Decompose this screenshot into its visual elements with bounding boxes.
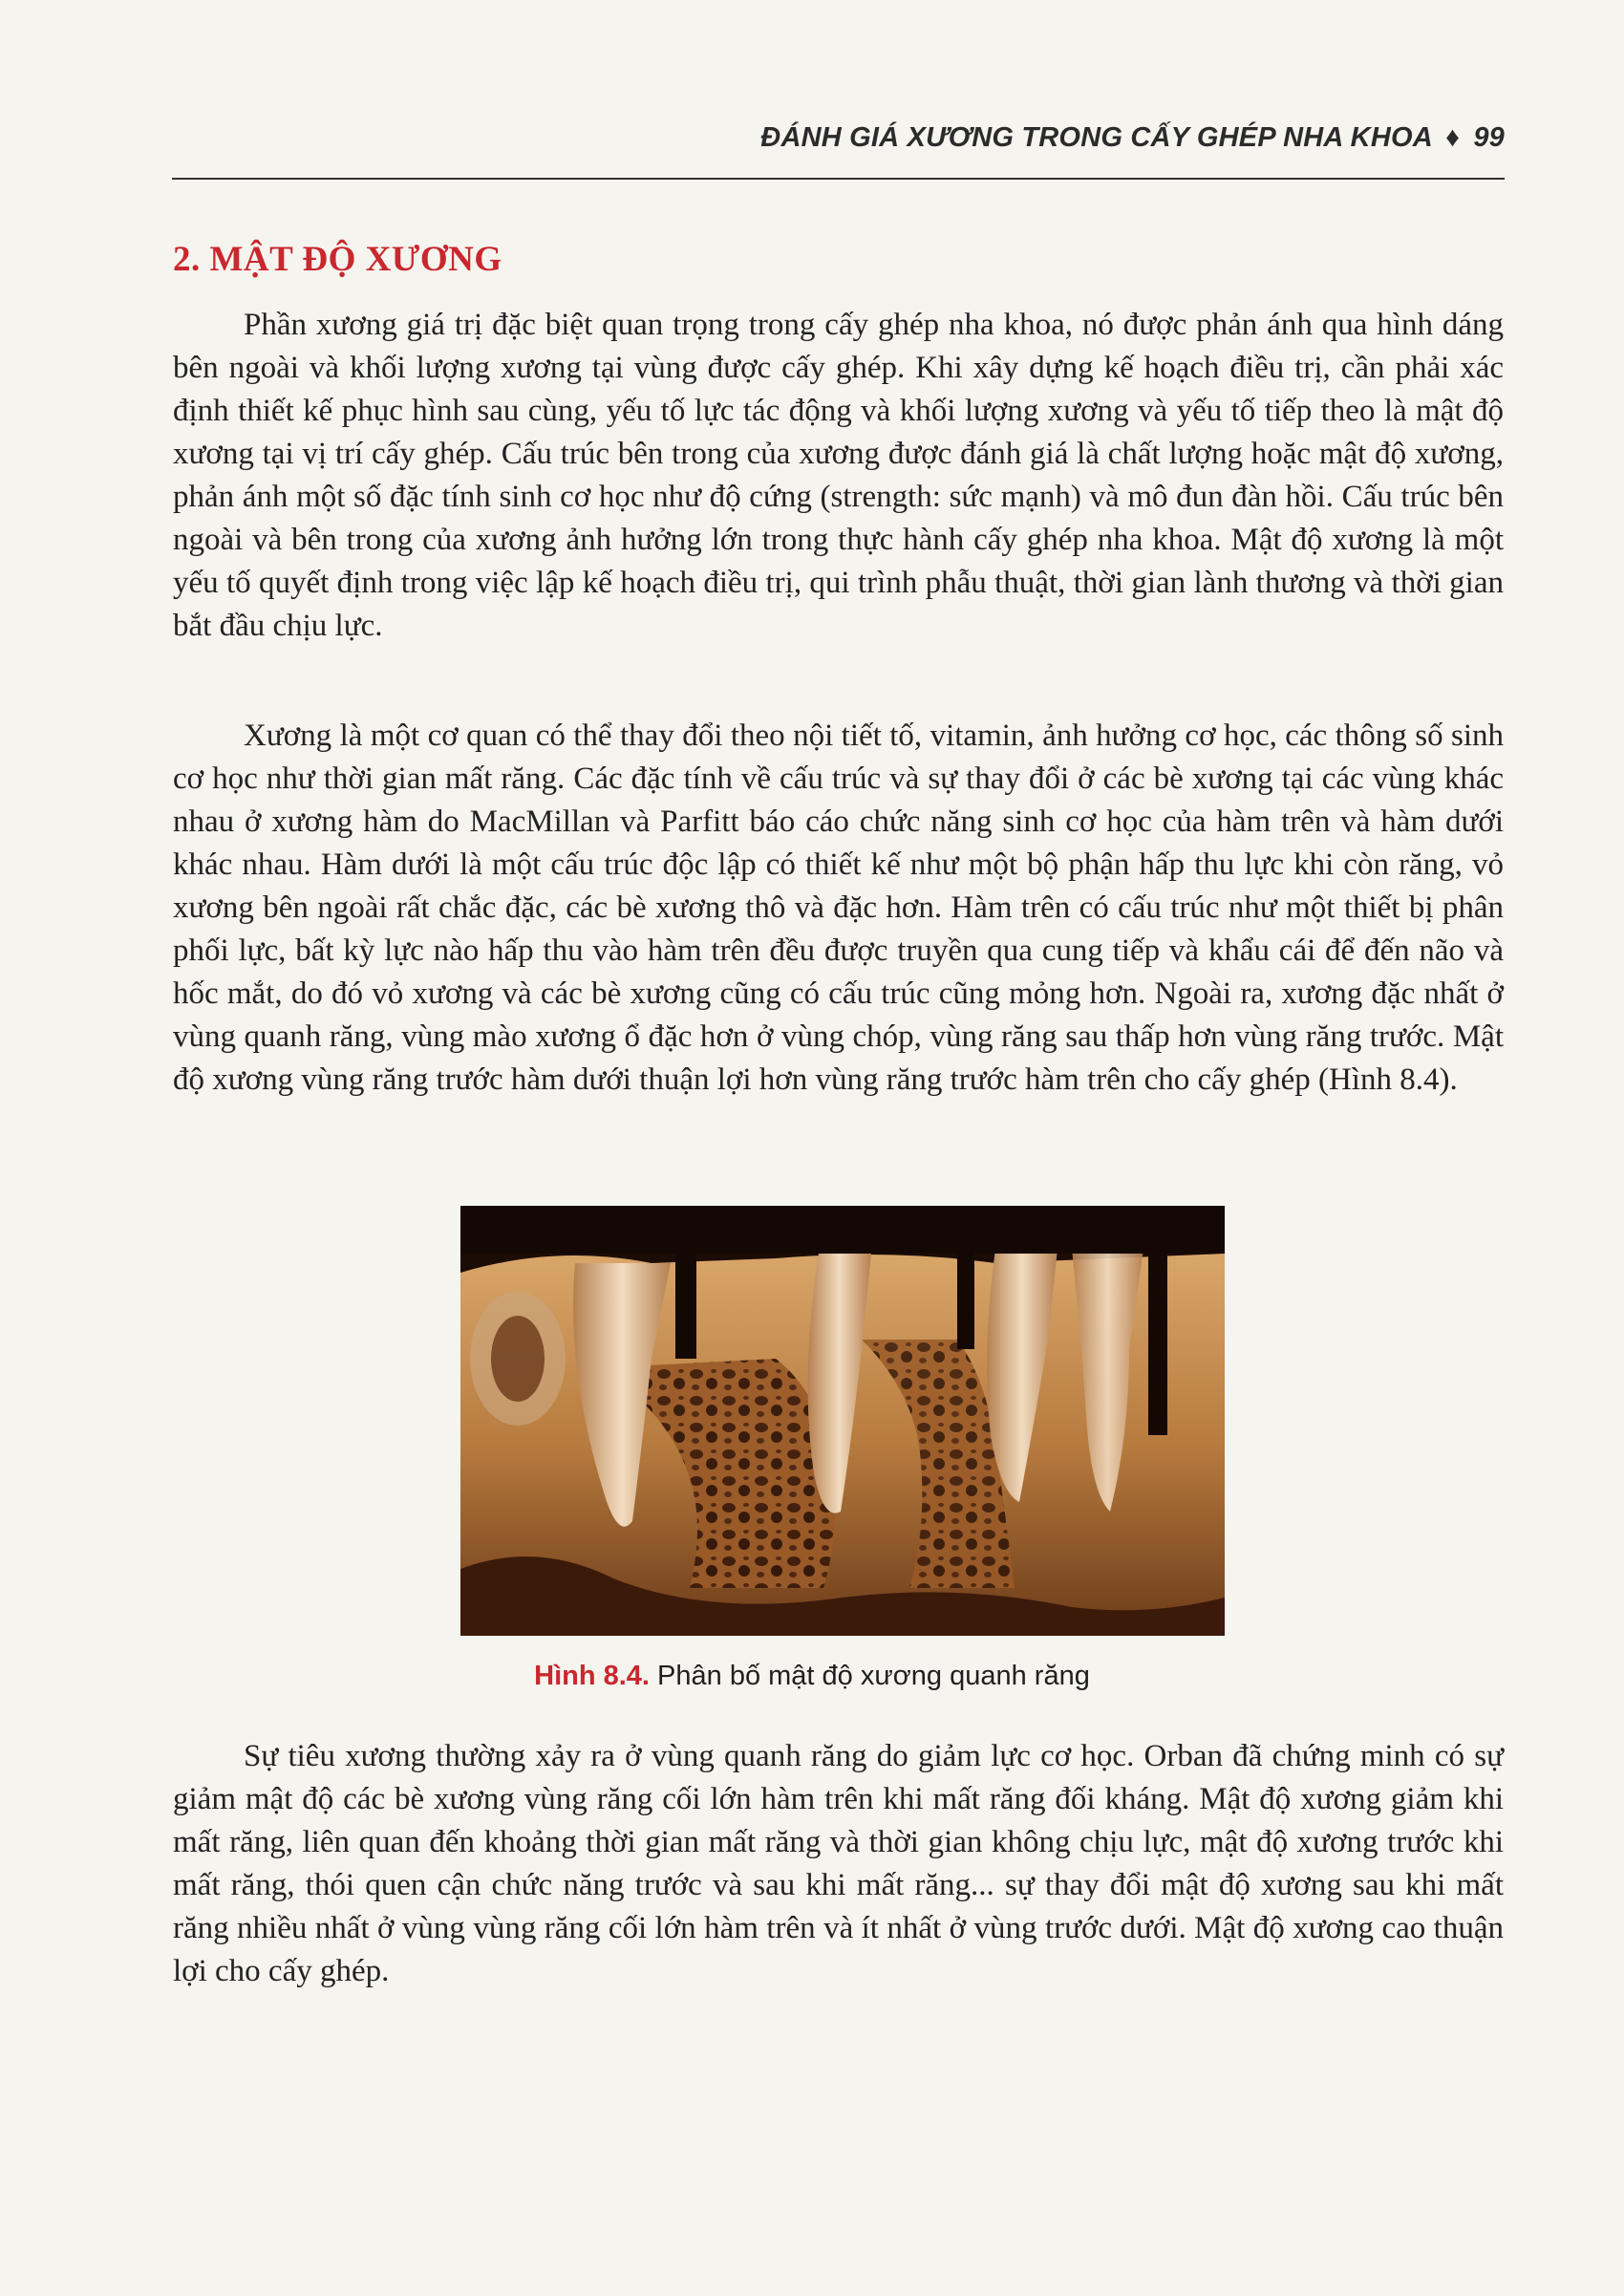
paragraph-1: Phần xương giá trị đặc biệt quan trọng trong cấy ghép nha khoa, nó được phản ánh qua hình dáng bên ngoài và khối lượng xương tại vùng được cấy ghép. Khi xây dựng kế hoạch điều trị, cần phải xác định thiết kế phục hình sau cùng, yếu tố lực tác động và khối lượng xương và yếu tố tiếp theo là mật độ xương tại vị trí cấy ghép. Cấu trúc bên trong của xương được đánh giá là chất lượng hoặc mật độ xương, phản ánh một số đặc tính sinh cơ học như độ cứng (strength: sức mạnh) và mô đun đàn hồi. Cấu trúc bên ngoài và bên trong của xương ảnh hưởng lớn trong thực hành cấy ghép nha khoa. Mật độ xương là một yếu tố quyết định trong việc lập kế hoạch điều trị, qui trình phẫu thuật, thời gian lành thương và thời gian bắt đầu chịu lực.	[173, 308, 1504, 643]
page-number: 99	[1473, 122, 1505, 153]
section-title: 2. MẬT ĐỘ XƯƠNG	[173, 240, 502, 279]
paragraph-3: Sự tiêu xương thường xảy ra ở vùng quanh răng do giảm lực cơ học. Orban đã chứng minh có sự giảm mật độ các bè xương vùng răng cối lớn hàm trên khi mất răng đối kháng. Mật độ xương giảm khi mất răng, liên quan đến khoảng thời gian mất răng và thời gian không chịu lực, mật độ xương trước khi mất răng, thói quen cận chức năng trước và sau khi mất răng... sự thay đổi mật độ xương sau khi mất răng nhiều nhất ở vùng vùng răng cối lớn hàm trên và ít nhất ở vùng trước dưới. Mật độ xương cao thuận lợi cho cấy ghép.	[173, 1739, 1504, 1988]
diamond-icon: ♦	[1445, 122, 1461, 153]
figure-caption-text: Phân bố mật độ xương quanh răng	[657, 1661, 1090, 1691]
running-header	[172, 122, 1505, 154]
bone-density-photo	[460, 1206, 1225, 1636]
running-title: ĐÁNH GIÁ XƯƠNG TRONG CẤY GHÉP NHA KHOA	[760, 122, 1432, 153]
paragraph-2: Xương là một cơ quan có thể thay đổi theo nội tiết tố, vitamin, ảnh hưởng cơ học, các thông số sinh cơ học như thời gian mất răng. Các đặc tính về cấu trúc và sự thay đổi ở các bè xương tại các vùng khác nhau ở xương hàm do MacMillan và Parfitt báo cáo chức năng sinh cơ học của hàm trên và hàm dưới khác nhau. Hàm dưới là một cấu trúc độc lập có thiết kế như một bộ phận hấp thu lực khi còn răng, vỏ xương bên ngoài rất chắc đặc, các bè xương thô và đặc hơn. Hàm trên có cấu trúc như một thiết bị phân phối lực, bất kỳ lực nào hấp thu vào hàm trên đều được truyền qua cung tiếp và khẩu cái để đến não và hốc mắt, do đó vỏ xương và các bè xương cũng có cấu trúc cũng mỏng hơn. Ngoài ra, xương đặc nhất ở vùng quanh răng, vùng mào xương ổ đặc hơn ở vùng chóp, vùng răng sau thấp hơn vùng răng trước. Mật độ xương vùng răng trước hàm dưới thuận lợi hơn vùng răng trước hàm trên cho cấy ghép (Hình 8.4).	[173, 719, 1504, 1097]
header-divider	[172, 178, 1505, 180]
figure-caption	[0, 1661, 1624, 1692]
figure-label: Hình 8.4.	[534, 1661, 650, 1691]
